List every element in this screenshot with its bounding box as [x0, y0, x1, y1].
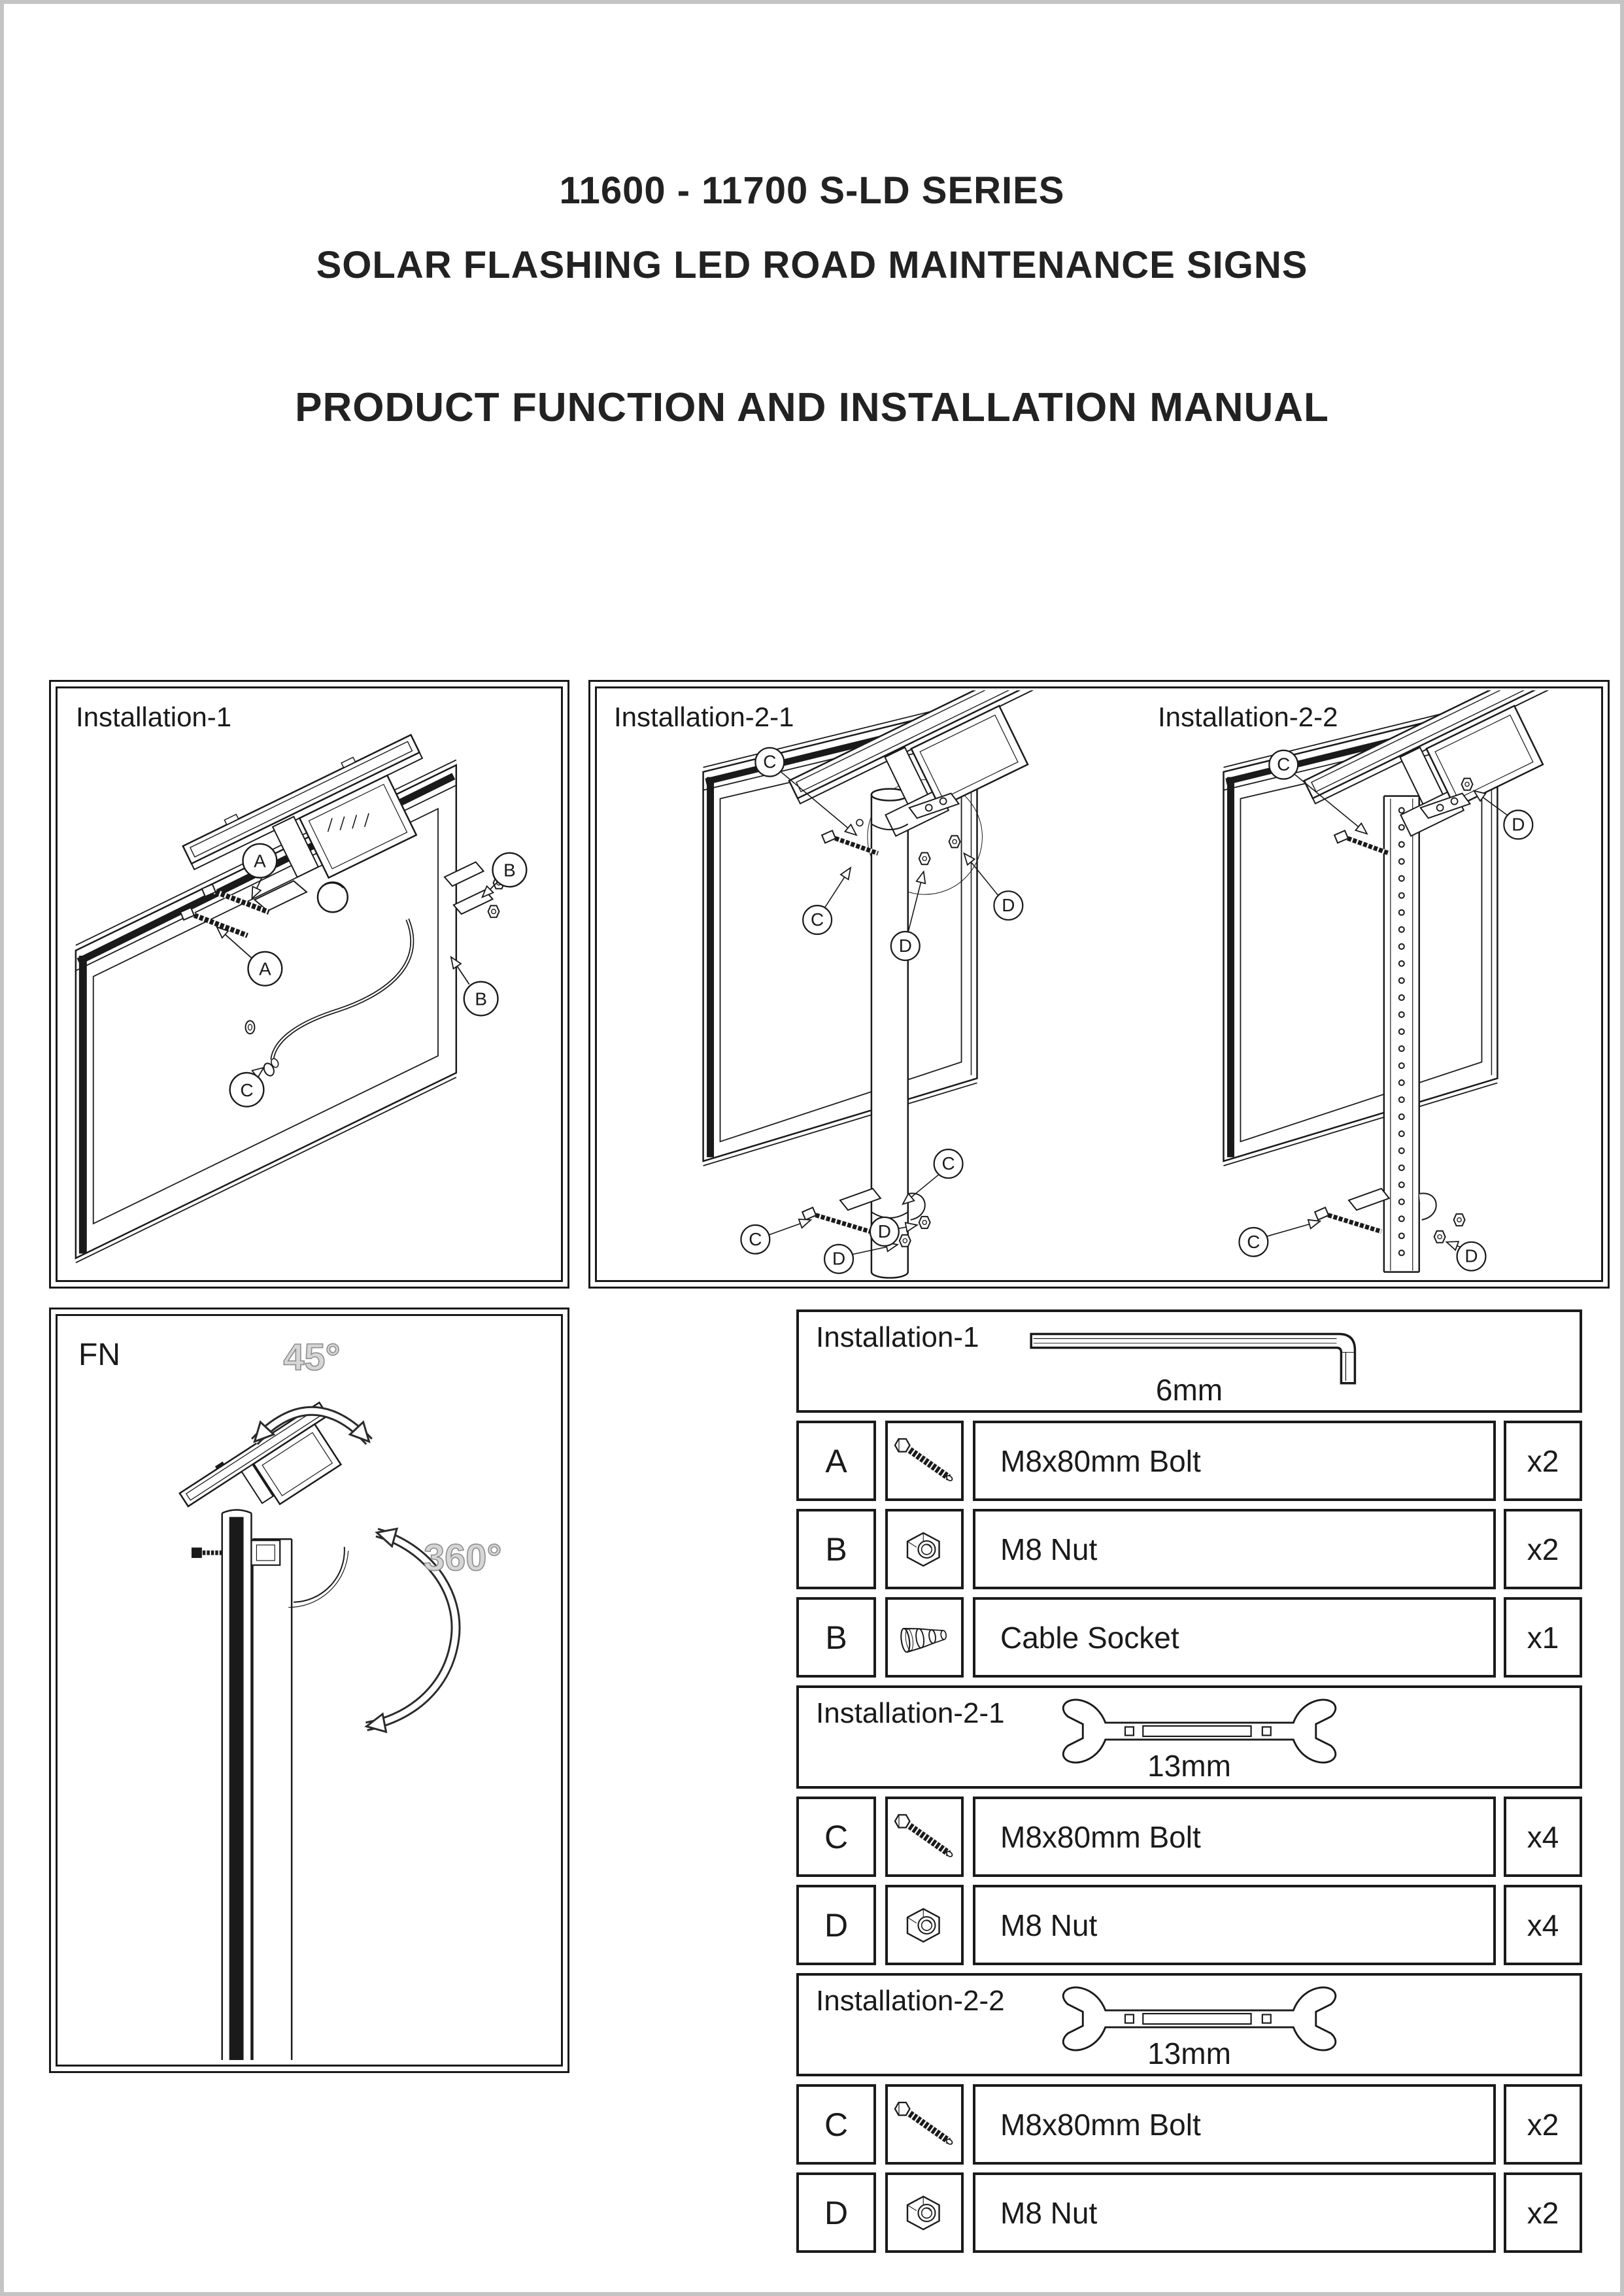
svg-text:B: B: [503, 860, 516, 881]
svg-text:D: D: [877, 1221, 891, 1241]
channel-post: [1384, 796, 1419, 1272]
part-ref: C: [796, 1797, 876, 1877]
solar-panel-assembly: [178, 1400, 354, 1547]
svg-text:C: C: [240, 1079, 254, 1100]
cable-socket-icon: [885, 1597, 964, 1678]
part-description: M8 Nut: [973, 1885, 1496, 1965]
page-title-line2: SOLAR FLASHING LED ROAD MAINTENANCE SIGNS: [316, 244, 1308, 286]
parts-row: [796, 2084, 1582, 2165]
part-description: M8x80mm Bolt: [973, 1797, 1496, 1877]
parts-row: [796, 1597, 1582, 1678]
part-ref: D: [796, 2172, 876, 2253]
svg-text:D: D: [898, 935, 912, 956]
parts-header-title: Installation-2-2: [816, 1985, 1005, 2017]
m8-bolt-lower: [1315, 1207, 1381, 1232]
page-subtitle: PRODUCT FUNCTION AND INSTALLATION MANUAL: [295, 385, 1329, 430]
svg-text:D: D: [1002, 895, 1015, 916]
installation-1-diagram-box: [49, 680, 569, 1289]
svg-text:D: D: [832, 1248, 846, 1269]
svg-text:C: C: [749, 1228, 762, 1249]
part-quantity: x2: [1504, 1421, 1582, 1501]
swivel-bracket: [251, 1540, 280, 1565]
svg-text:C: C: [811, 909, 824, 930]
installation-2-2-label: Installation-2-2: [1158, 701, 1338, 732]
part-description: M8 Nut: [973, 1509, 1496, 1589]
svg-text:A: A: [259, 958, 271, 979]
parts-row: [796, 2172, 1582, 2253]
parts-header-title: Installation-2-1: [816, 1697, 1005, 1729]
part-quantity: x2: [1504, 2084, 1582, 2165]
round-pole: [871, 789, 908, 1278]
mounting-pole: [252, 1539, 292, 2060]
parts-header-installation-1: [796, 1309, 1582, 1413]
m8-nuts-lower: [1434, 1214, 1465, 1243]
part-ref: A: [796, 1421, 876, 1501]
installation-2-1-drawing: [703, 690, 1066, 1278]
installation-2-diagram: [599, 690, 1599, 1279]
ball-joint: [318, 882, 348, 912]
parts-row: [796, 1797, 1582, 1877]
parts-row: [796, 1421, 1582, 1501]
part-description: Cable Socket: [973, 1597, 1496, 1678]
nut-icon: [885, 2172, 964, 2253]
bolt-icon: [885, 1797, 964, 1877]
part-ref: D: [796, 1885, 876, 1965]
parts-tables: [796, 1309, 1582, 2261]
svg-text:C: C: [1247, 1231, 1260, 1252]
tilt-angle-label: 45°: [283, 1336, 341, 1379]
svg-text:C: C: [941, 1153, 955, 1174]
m8-nut-upper: [1462, 779, 1473, 790]
svg-text:A: A: [254, 851, 266, 871]
installation-1-label: Installation-1: [76, 701, 232, 732]
part-quantity: x2: [1504, 1509, 1582, 1589]
callout-b-1: [482, 853, 527, 898]
installation-2-diagram-box: [588, 680, 1610, 1289]
nut-icon: [885, 1509, 964, 1589]
fn-label: FN: [78, 1338, 120, 1372]
bolt-icon: [885, 2084, 964, 2165]
part-quantity: x2: [1504, 2172, 1582, 2253]
part-description: M8x80mm Bolt: [973, 1421, 1496, 1501]
bracket-bolt: [192, 1547, 222, 1558]
parts-row: [796, 1885, 1582, 1965]
m8-bolt-lower: [802, 1207, 870, 1232]
svg-text:D: D: [1512, 814, 1525, 835]
part-quantity: x1: [1504, 1597, 1582, 1678]
svg-text:C: C: [763, 751, 777, 772]
page-title: 11600 - 11700 S-LD SERIES: [559, 169, 1065, 212]
callout-d-2: [1447, 1242, 1486, 1271]
svg-text:B: B: [475, 988, 487, 1009]
parts-header-installation-2-1: [796, 1685, 1582, 1789]
bolt-icon: [885, 1421, 964, 1501]
installation-1-diagram: [59, 690, 559, 1277]
part-quantity: x4: [1504, 1885, 1582, 1965]
parts-header-title: Installation-1: [816, 1321, 979, 1353]
part-ref: B: [796, 1597, 876, 1678]
parts-row: [796, 1509, 1582, 1589]
swivel-guide-arc: [294, 1547, 345, 1602]
nut-icon: [885, 1885, 964, 1965]
svg-text:D: D: [1464, 1245, 1478, 1266]
part-ref: B: [796, 1509, 876, 1589]
part-description: M8 Nut: [973, 2172, 1496, 2253]
part-ref: C: [796, 2084, 876, 2165]
installation-2-1-label: Installation-2-1: [614, 701, 794, 732]
part-description: M8x80mm Bolt: [973, 2084, 1496, 2165]
parts-header-installation-2-2: [796, 1973, 1582, 2076]
sign-post: [222, 1510, 252, 2060]
callout-c-2: [1239, 1221, 1320, 1257]
callout-c-4: [741, 1220, 811, 1254]
callout-b-2: [451, 957, 498, 1016]
rotation-angle-label: 360°: [424, 1536, 502, 1579]
installation-2-2-drawing: [1223, 690, 1581, 1272]
tool-size-label: 6mm: [1155, 1373, 1223, 1407]
tool-size-label: 13mm: [1147, 1749, 1231, 1783]
tool-size-label: 13mm: [1147, 2036, 1231, 2070]
part-quantity: x4: [1504, 1797, 1582, 1877]
fn-adjustment-box: [49, 1308, 569, 2073]
fn-diagram: [59, 1318, 559, 2061]
cable-grommet: [246, 1021, 255, 1034]
svg-text:C: C: [1277, 754, 1291, 775]
